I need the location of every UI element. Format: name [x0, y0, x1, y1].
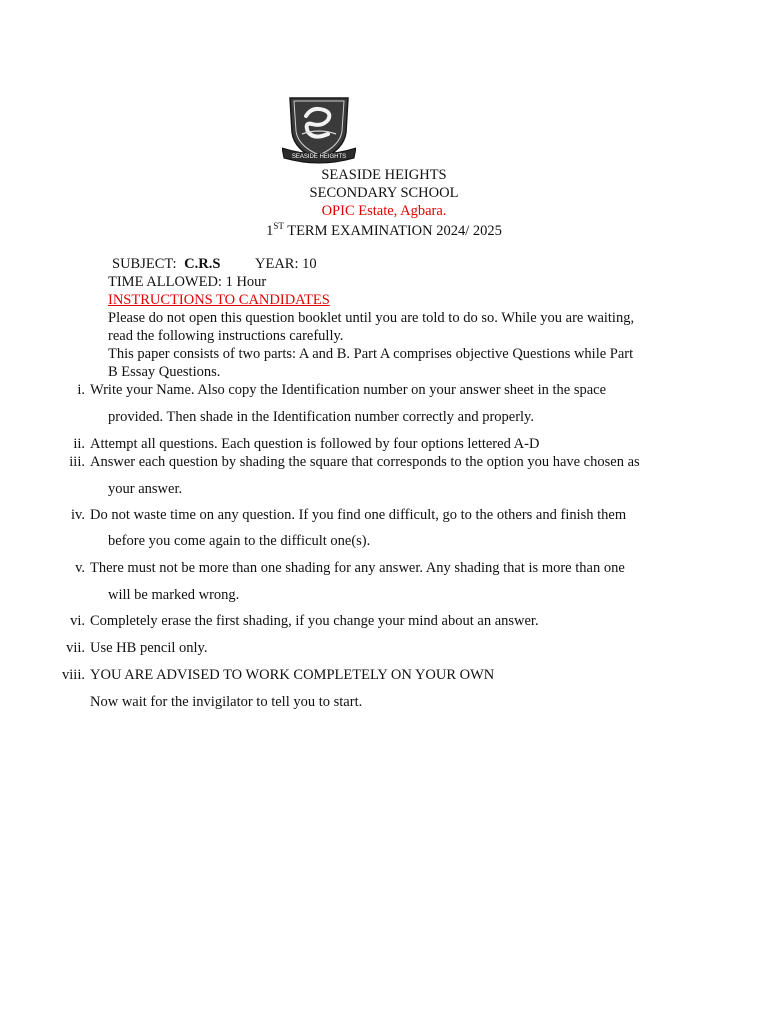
list-item: Completely erase the first shading, if you change your mind about an answer.	[90, 613, 539, 629]
list-number: i.	[77, 382, 85, 398]
list-item: Attempt all questions. Each question is followed by four options lettered A-D	[90, 436, 540, 452]
school-crest-icon	[282, 94, 356, 166]
list-number: iv.	[71, 507, 85, 523]
time-allowed: TIME ALLOWED: 1 Hour	[108, 274, 267, 290]
list-item-continued: before you come again to the difficult one(s).	[108, 533, 371, 549]
subject-value: C.R.S	[184, 256, 221, 272]
closing-note: Now wait for the invigilator to tell you to start.	[90, 694, 363, 710]
list-item: Use HB pencil only.	[90, 640, 208, 656]
intro-line: Please do not open this question booklet until you are told to do so. While you are waiting,	[108, 310, 635, 326]
school-name-line1: SEASIDE HEIGHTS	[321, 167, 447, 183]
list-item-continued: your answer.	[108, 481, 183, 497]
list-number: iii.	[69, 454, 85, 470]
intro-line: read the following instructions carefully.	[108, 328, 344, 344]
list-item: There must not be more than one shading for any answer. Any shading that is more than one	[90, 560, 625, 576]
list-item: Write your Name. Also copy the Identification number on your answer sheet in the space	[90, 382, 607, 398]
list-item: Do not waste time on any question. If you find one difficult, go to the others and finish them	[90, 507, 627, 523]
subject-label: SUBJECT:	[112, 256, 177, 272]
list-number: v.	[75, 560, 85, 576]
list-item-continued: will be marked wrong.	[108, 587, 240, 603]
school-address: OPIC Estate, Agbara.	[321, 203, 447, 219]
intro-line: B Essay Questions.	[108, 364, 221, 380]
list-number: vii.	[66, 640, 85, 656]
exam-title: 1ST TERM EXAMINATION 2024/ 2025	[266, 221, 502, 239]
list-item: Answer each question by shading the square that corresponds to the option you have chosen as	[90, 454, 640, 470]
year-label: YEAR: 10	[255, 256, 317, 272]
school-name-line2: SECONDARY SCHOOL	[309, 185, 459, 201]
intro-line: This paper consists of two parts: A and B. Part A comprises objective Questions while Part	[108, 346, 634, 362]
list-item: YOU ARE ADVISED TO WORK COMPLETELY ON YOUR OWN	[90, 667, 495, 683]
list-number: viii.	[62, 667, 85, 683]
list-number: vi.	[70, 613, 85, 629]
subject-line	[112, 256, 220, 273]
instructions-heading: INSTRUCTIONS TO CANDIDATES	[108, 292, 330, 308]
list-item-continued: provided. Then shade in the Identification number correctly and properly.	[108, 409, 534, 425]
crest-text: SEASIDE HEIGHTS	[291, 154, 347, 160]
list-number: ii.	[73, 436, 85, 452]
